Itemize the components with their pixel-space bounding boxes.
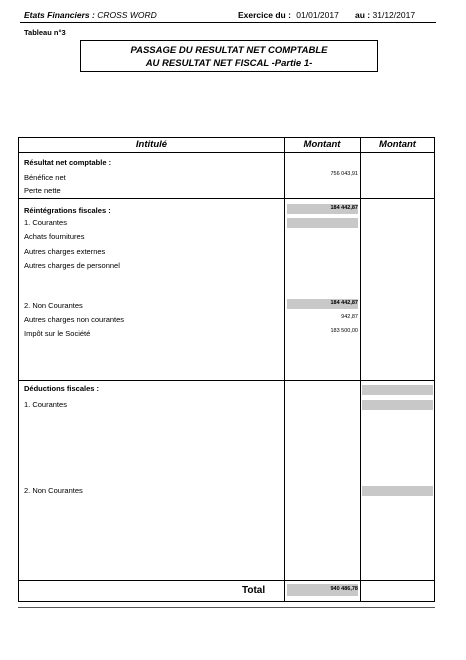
title-line-2: AU RESULTAT NET FISCAL -Partie 1-	[145, 58, 313, 69]
row-divider	[19, 152, 434, 153]
col-divider	[284, 138, 285, 601]
row-divider	[19, 380, 434, 381]
impot-value: 183 500,00	[330, 328, 358, 334]
title-line-1: PASSAGE DU RESULTAT NET COMPTABLE	[130, 45, 328, 56]
company-label: Etats Financiers :	[24, 10, 95, 20]
reint-non-courantes-label: 2. Non Courantes	[24, 301, 83, 310]
col-header-intitule: Intitulé	[135, 139, 168, 150]
reintegrations-heading: Réintégrations fiscales :	[24, 206, 111, 215]
ded-courantes-label: 1. Courantes	[24, 400, 67, 409]
charges-externes-label: Autres charges externes	[24, 247, 106, 256]
col-header-montant-1: Montant	[303, 139, 341, 150]
end-date-header	[355, 10, 415, 20]
perte-label: Perte nette	[24, 186, 61, 195]
impot-label: Impôt sur le Société	[24, 329, 91, 338]
title-box	[80, 40, 378, 72]
resultat-heading: Résultat net comptable :	[24, 158, 112, 167]
table-number: Tableau n°3	[24, 28, 66, 37]
footer-rule	[18, 607, 435, 608]
au-label: au :	[355, 10, 371, 20]
autres-nc-label: Autres charges non courantes	[24, 315, 125, 324]
row-divider	[19, 198, 434, 199]
total-label: Total	[242, 585, 266, 596]
ded-non-courantes-label: 2. Non Courantes	[24, 486, 83, 495]
main-table	[18, 137, 435, 602]
reint-courantes-label: 1. Courantes	[24, 218, 67, 227]
row-divider	[19, 580, 434, 581]
end-date: 31/12/2017	[372, 10, 416, 20]
company-header	[24, 10, 157, 20]
autres-nc-value: 942,87	[341, 314, 358, 320]
col-divider	[360, 138, 361, 601]
exercice-label: Exercice du :	[238, 10, 291, 20]
company-name: CROSS WORD	[97, 10, 157, 20]
total-value: 940 486,78	[330, 586, 358, 592]
deductions-non-courantes-cell	[362, 486, 433, 496]
deductions-courantes-cell	[362, 400, 433, 410]
deductions-heading: Déductions fiscales :	[24, 384, 100, 393]
achats-label: Achats fournitures	[24, 232, 85, 241]
reintegrations-total: 184 442,87	[330, 205, 358, 211]
deductions-total-cell	[362, 385, 433, 395]
reint-non-courantes-value: 184 442,87	[330, 300, 358, 306]
start-date: 01/01/2017	[296, 10, 339, 20]
header-rule	[20, 22, 436, 23]
courantes-cell	[287, 218, 358, 228]
col-header-montant-2: Montant	[379, 139, 416, 150]
benefice-value: 756 043,91	[330, 171, 358, 177]
benefice-label: Bénéfice net	[24, 173, 66, 182]
exercice-header	[238, 10, 339, 20]
charges-personnel-label: Autres charges de personnel	[24, 261, 120, 270]
